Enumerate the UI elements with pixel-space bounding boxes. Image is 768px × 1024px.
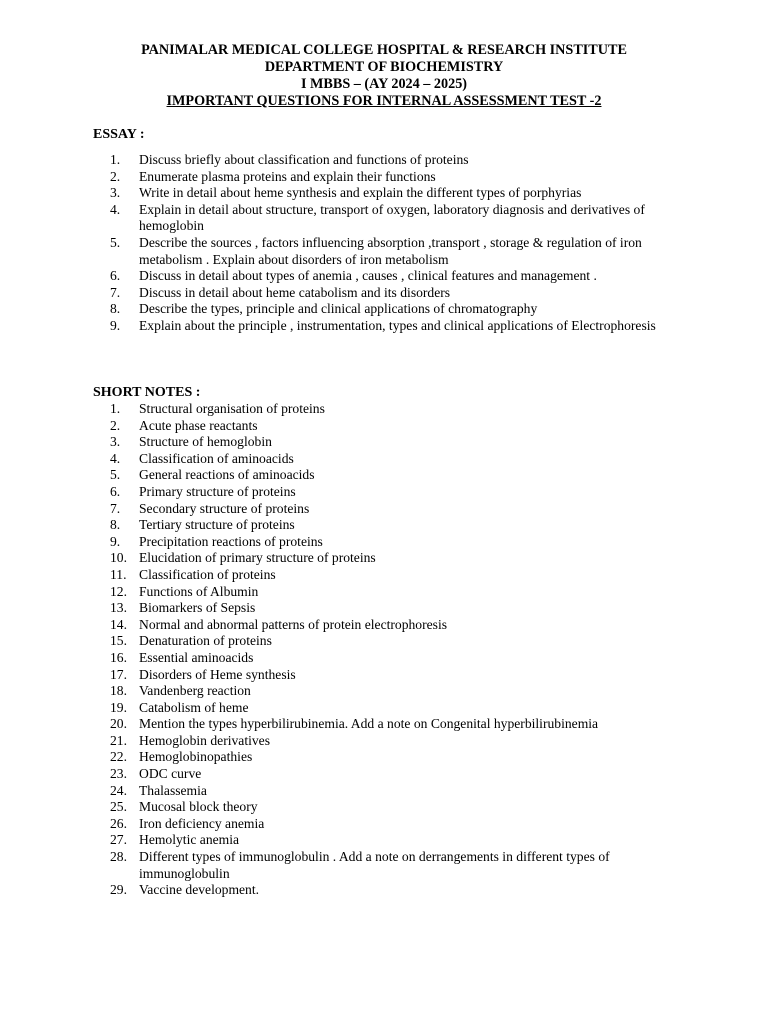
item-text: Describe the types, principle and clinical applications of chromatography	[139, 301, 538, 317]
list-item	[0, 235, 768, 268]
list-item	[0, 285, 768, 302]
item-text: Secondary structure of proteins	[139, 500, 310, 516]
item-number: 23.	[110, 766, 127, 782]
item-number: 4.	[110, 450, 121, 466]
list-item	[0, 683, 768, 700]
list-item	[0, 467, 768, 484]
item-text: Normal and abnormal patterns of protein electrophoresis	[139, 616, 448, 632]
item-number: 14.	[110, 616, 127, 632]
item-text: Classification of aminoacids	[139, 450, 294, 466]
item-number: 28.	[110, 849, 127, 865]
item-number: 16.	[110, 649, 127, 665]
item-number: 15.	[110, 633, 127, 649]
item-text: Elucidation of primary structure of proteins	[139, 550, 376, 566]
item-number: 8.	[110, 301, 121, 317]
list-item	[0, 749, 768, 766]
item-text: Describe the sources , factors influencing absorption ,transport , storage & regulation of iron metabolism . Explain about disorders of iron metabolism	[139, 234, 642, 267]
item-text: Vandenberg reaction	[139, 683, 251, 699]
item-number: 9.	[110, 533, 121, 549]
item-text: Structure of hemoglobin	[139, 434, 272, 450]
item-text: Discuss in detail about types of anemia , causes , clinical features and management .	[139, 268, 597, 284]
list-item	[0, 816, 768, 833]
list-item	[0, 301, 768, 318]
list-item	[0, 733, 768, 750]
item-text: Vaccine development.	[139, 882, 260, 898]
item-number: 19.	[110, 699, 127, 715]
item-number: 5.	[110, 467, 121, 483]
list-item	[0, 832, 768, 849]
item-text: Denaturation of proteins	[139, 633, 272, 649]
item-text: Hemoglobinopathies	[139, 749, 253, 765]
list-item	[0, 584, 768, 601]
list-item	[0, 202, 768, 235]
item-text: Biomarkers of Sepsis	[139, 600, 256, 616]
item-number: 1.	[110, 401, 121, 416]
list-item	[0, 667, 768, 684]
list-item	[0, 783, 768, 800]
item-number: 1.	[110, 152, 121, 167]
list-item	[0, 633, 768, 650]
item-number: 6.	[110, 483, 121, 499]
item-text: Discuss in detail about heme catabolism and its disorders	[139, 284, 451, 300]
item-text: ODC curve	[139, 766, 202, 782]
item-number: 11.	[110, 566, 127, 582]
item-text: Enumerate plasma proteins and explain their functions	[139, 168, 436, 184]
item-number: 24.	[110, 782, 127, 798]
item-text: Essential aminoacids	[139, 649, 254, 665]
item-number: 26.	[110, 815, 127, 831]
list-item	[0, 534, 768, 551]
item-number: 2.	[110, 417, 121, 433]
item-text: Tertiary structure of proteins	[139, 517, 295, 533]
list-item	[0, 650, 768, 667]
item-number: 3.	[110, 434, 121, 450]
item-number: 4.	[110, 201, 121, 217]
list-item	[0, 567, 768, 584]
essay-heading: ESSAY :	[93, 127, 145, 142]
item-number: 17.	[110, 666, 127, 682]
item-text: Hemoglobin derivatives	[139, 732, 270, 748]
item-text: Classification of proteins	[139, 566, 276, 582]
item-text: Primary structure of proteins	[139, 483, 296, 499]
item-text: Write in detail about heme synthesis and explain the different types of porphyrias	[139, 185, 582, 201]
list-item	[0, 152, 768, 169]
document-header	[0, 42, 768, 110]
course-line: I MBBS – (AY 2024 – 2025)	[300, 76, 468, 92]
list-item	[0, 600, 768, 617]
item-number: 3.	[110, 185, 121, 201]
list-item	[0, 501, 768, 518]
list-item	[0, 318, 768, 335]
list-item	[0, 799, 768, 816]
essay-question-list	[0, 152, 768, 335]
list-item	[0, 882, 768, 899]
list-item	[0, 401, 768, 418]
item-text: Acute phase reactants	[139, 417, 258, 433]
item-number: 12.	[110, 583, 127, 599]
short-notes-list	[0, 401, 768, 899]
item-text: Explain in detail about structure, transport of oxygen, laboratory diagnosis and derivatives of hemoglobin	[139, 201, 645, 234]
institute-name: PANIMALAR MEDICAL COLLEGE HOSPITAL & RESEARCH INSTITUTE	[141, 42, 627, 58]
department-name: DEPARTMENT OF BIOCHEMISTRY	[264, 59, 504, 75]
item-text: Hemolytic anemia	[139, 832, 240, 848]
list-item	[0, 517, 768, 534]
item-text: Explain about the principle , instrumentation, types and clinical applications of Electrophoresis	[139, 317, 656, 333]
short-notes-heading: SHORT NOTES :	[93, 385, 201, 400]
item-number: 2.	[110, 168, 121, 184]
item-text: Mucosal block theory	[139, 799, 258, 815]
item-number: 7.	[110, 500, 121, 516]
item-text: Disorders of Heme synthesis	[139, 666, 296, 682]
list-item	[0, 617, 768, 634]
item-text: Precipitation reactions of proteins	[139, 533, 323, 549]
item-number: 5.	[110, 234, 121, 250]
item-number: 13.	[110, 600, 127, 616]
item-number: 29.	[110, 882, 127, 898]
list-item	[0, 268, 768, 285]
item-number: 10.	[110, 550, 127, 566]
list-item	[0, 434, 768, 451]
item-number: 25.	[110, 799, 127, 815]
list-item	[0, 700, 768, 717]
list-item	[0, 484, 768, 501]
item-number: 18.	[110, 683, 127, 699]
list-item	[0, 418, 768, 435]
item-text: Different types of immunoglobulin . Add a note on derrangements in different types of immunoglobulin	[139, 849, 610, 881]
list-item	[0, 766, 768, 783]
item-number: 9.	[110, 317, 121, 333]
item-number: 22.	[110, 749, 127, 765]
item-number: 6.	[110, 268, 121, 284]
item-text: Catabolism of heme	[139, 699, 249, 715]
item-text: Functions of Albumin	[139, 583, 259, 599]
list-item	[0, 169, 768, 186]
list-item	[0, 716, 768, 733]
document-title: IMPORTANT QUESTIONS FOR INTERNAL ASSESSMENT TEST -2	[166, 93, 602, 109]
list-item	[0, 185, 768, 202]
item-text: Thalassemia	[139, 782, 207, 798]
item-text: General reactions of aminoacids	[139, 467, 315, 483]
list-item	[0, 849, 768, 882]
item-text: Discuss briefly about classification and functions of proteins	[139, 152, 469, 167]
list-item	[0, 550, 768, 567]
item-text: Structural organisation of proteins	[139, 401, 325, 416]
item-number: 27.	[110, 832, 127, 848]
item-text: Iron deficiency anemia	[139, 815, 265, 831]
item-number: 8.	[110, 517, 121, 533]
item-number: 21.	[110, 732, 127, 748]
list-item	[0, 451, 768, 468]
item-text: Mention the types hyperbilirubinemia. Add a note on Congenital hyperbilirubinemia	[139, 716, 599, 732]
item-number: 7.	[110, 284, 121, 300]
item-number: 20.	[110, 716, 127, 732]
